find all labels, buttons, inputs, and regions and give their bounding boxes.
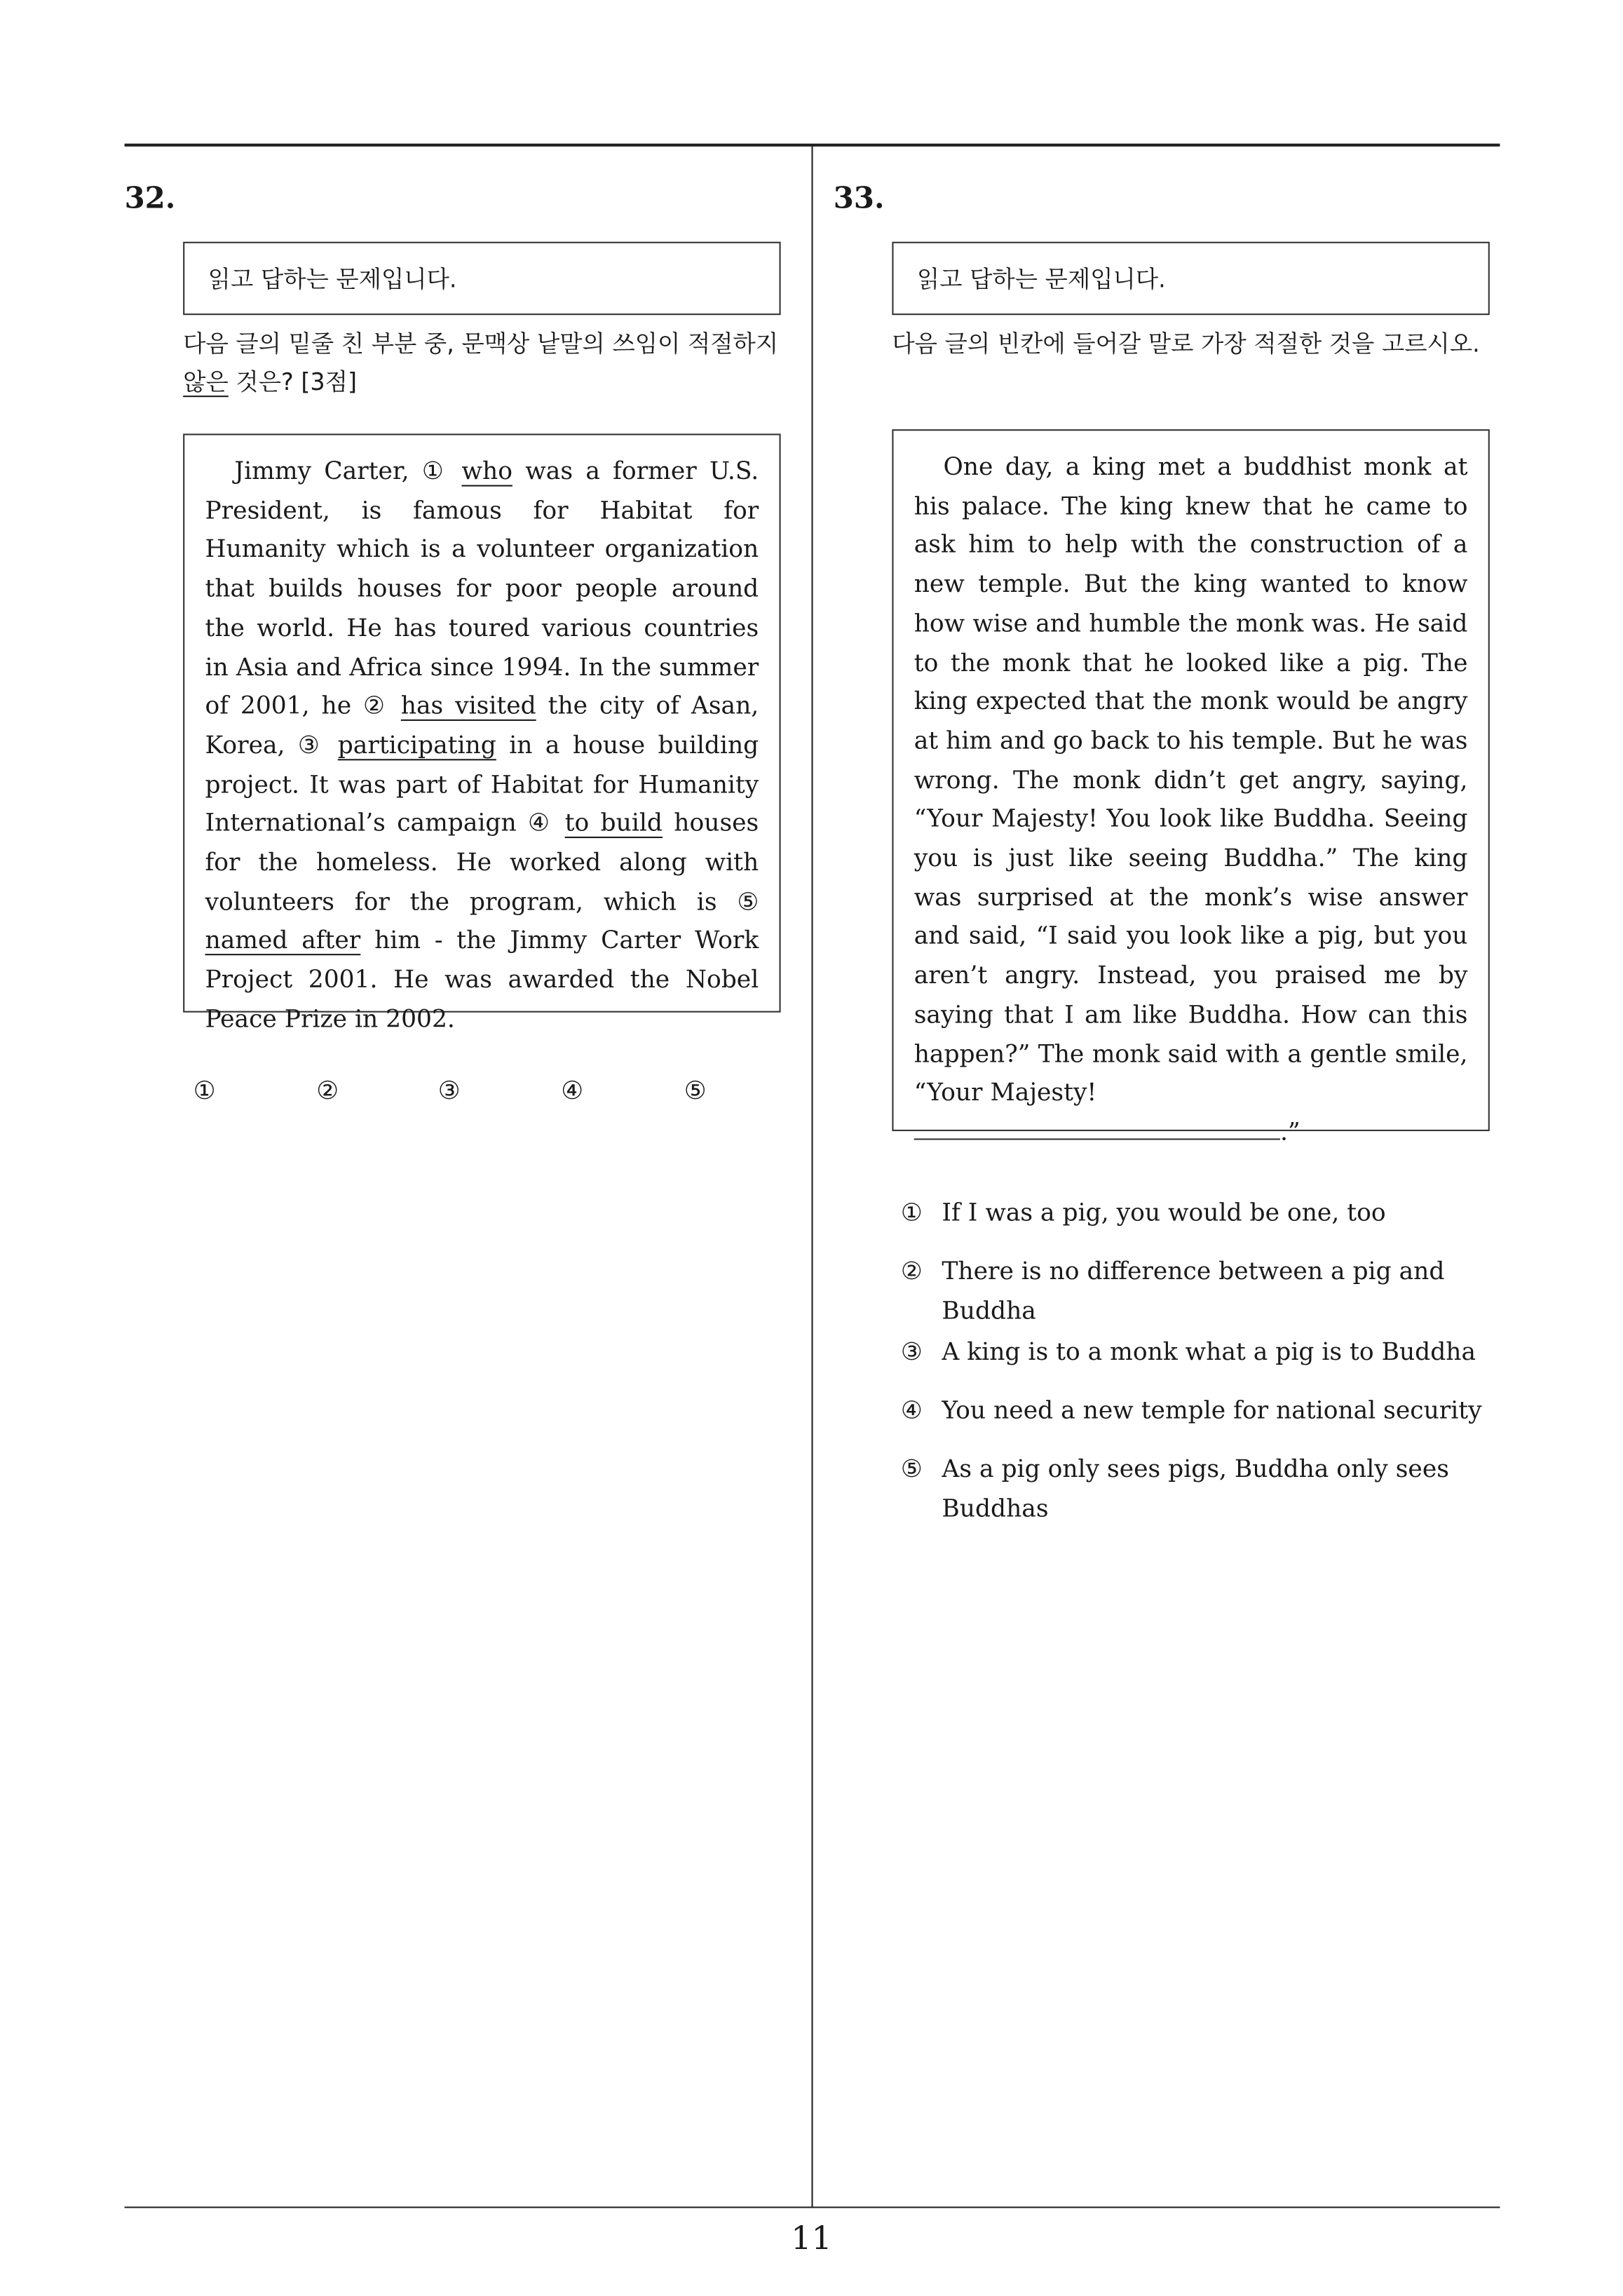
choice-text: You need a new temple for national security [942,1396,1482,1424]
q33-choice-4[interactable] [901,1392,1502,1431]
choice-text: As a pig only sees pigs, Buddha only sees Buddhas [942,1454,1449,1522]
choice-text: A king is to a monk what a pig is to Buddha [942,1337,1476,1366]
choice-text: There is no difference between a pig and Buddha [942,1257,1445,1324]
question-33-prompt: 다음 글의 빈칸에 들어갈 말로 가장 적절한 것을 고르시오. [892,330,1480,358]
underlined-who: who [461,457,512,485]
choice-text: If I was a pig, you would be one, too [942,1198,1386,1227]
question-32-number: 32. [124,180,176,216]
q32-choice-2[interactable]: ② [316,1076,339,1107]
q33-choice-3[interactable] [901,1333,1502,1372]
q33-choice-1[interactable] [901,1194,1502,1233]
underlined-has-visited: has visited [400,691,536,720]
choice-mark: ⑤ [900,1454,923,1483]
bottom-rule [125,2206,1500,2208]
question-32-prompt: 다음 글의 밑줄 친 부분 중, 문맥상 낱말의 쓰임이 적절하지 않은 것은? [3점] [183,330,779,396]
answer-blank [914,1115,1280,1140]
question-33-number: 33. [833,180,885,216]
question-33-instruction: 읽고 답하는 문제입니다. [916,265,1166,293]
choice-mark: ③ [900,1337,923,1366]
question-32-instruction-box [183,242,780,315]
q32-choice-3[interactable]: ③ [437,1076,461,1107]
choice-mark: ① [900,1198,923,1227]
column-divider [811,145,813,2208]
q32-choice-5[interactable]: ⑤ [684,1076,707,1107]
underlined-named-after: named after [205,926,361,955]
q33-choice-2[interactable] [901,1252,1502,1330]
choice-mark: ② [900,1257,923,1285]
question-32-prompt-emphasis: 않은 [183,367,229,396]
choice-mark: ④ [900,1396,923,1424]
underlined-participating: participating [337,731,496,759]
question-33-passage: One day, a king met a buddhist monk at his palace. The king knew that he came to ask him to help with the construction of a new temple. But the king wanted to know how wise and humble the monk was. He said to the monk that he looked like a pig. The king expected that the monk would be angry at him and go back to his temple. But he was wrong. The monk didn’t get angry, saying, “Your Majesty! You look like Buddha. Seeing you is just like seeing Buddha.” The king was surprised at the monk’s wise answer and said, “I said you look like a pig, but you aren’t angry. Instead, you praised me by saying that I am like Buddha. How can this happen?” The monk said with a gentle smile, “Your Majesty! .” [892,429,1489,1131]
question-32-instruction: 읽고 답하는 문제입니다. [208,265,457,293]
q32-choice-1[interactable]: ① [193,1076,216,1107]
question-32-passage: Jimmy Carter, ① who was a former U.S. President, is famous for Habitat for Humanity which is a volunteer organization that builds houses for poor people around the world. He has toured various countries in Asia and Africa since 1994. In the summer of 2001, he ② has visited the city of Asan, Korea, ③ participating in a house building project. It was part of Habitat for Humanity International’s campaign ④ to build houses for the homeless. He worked along with volunteers for the program, which is ⑤ named after him - the Jimmy Carter Work Project 2001. He was awarded the Nobel Peace Prize in 2002. [183,433,780,1012]
q32-choice-4[interactable]: ④ [561,1076,584,1107]
underlined-to-build: to build [564,809,663,837]
question-33-instruction-box [892,242,1489,315]
q33-choice-5[interactable] [901,1450,1502,1528]
page-number: 11 [791,2221,832,2258]
